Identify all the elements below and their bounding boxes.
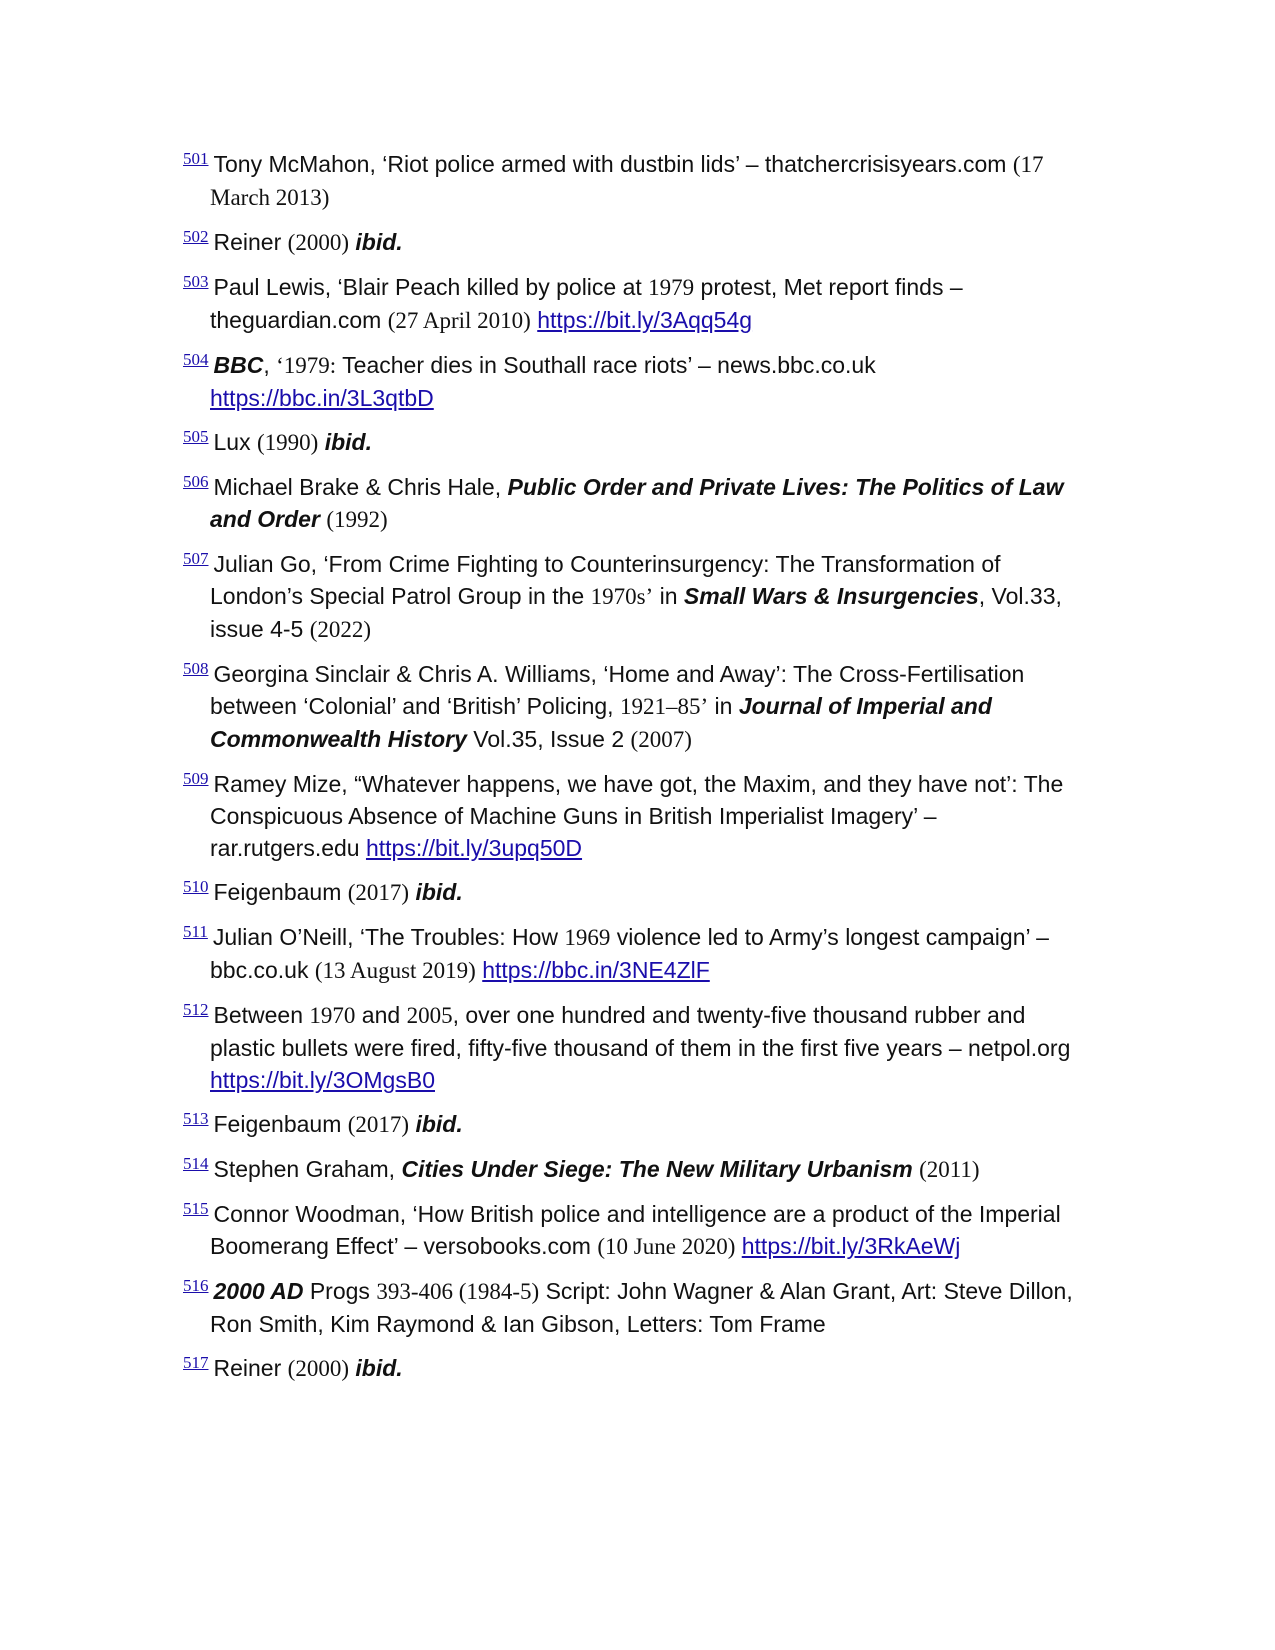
citation-text: ‘1979:: [276, 353, 337, 378]
citation-text: (2007): [630, 727, 692, 752]
footnote-508: [183, 658, 1085, 756]
citation-text: Julian O’Neill, ‘The Troubles: How: [212, 924, 565, 950]
citation-text: 1970s’: [590, 584, 654, 609]
citation-text: violence led to Army’s longest campaign’ – bbc.co.uk: [210, 924, 1049, 983]
citation-text: 1979: [648, 275, 695, 300]
citation-text: Feigenbaum: [213, 1111, 348, 1137]
citation-title: ibid.: [415, 1111, 463, 1137]
citation-text: , Vol.33, issue 4-5: [210, 583, 1062, 642]
citation-text: Lux: [213, 429, 257, 455]
footnote-504: [183, 349, 1085, 414]
citation-text: Georgina Sinclair & Chris A. Williams, ‘Home and Away’: The Cross-Fertilisation between ‘Colonial’ and ‘British’ Policing,: [210, 661, 1025, 719]
url-link[interactable]: https://bit.ly/3upq50D: [365, 835, 583, 861]
footnote-501: [183, 148, 1085, 214]
url-link[interactable]: https://bbc.in/3L3qtbD: [210, 385, 434, 411]
footnote-number-link[interactable]: 508: [183, 659, 209, 678]
citation-text: Reiner: [213, 1355, 288, 1381]
footnote-number-link[interactable]: 510: [183, 877, 209, 896]
citation-text: Stephen Graham,: [213, 1156, 402, 1182]
citation-title: Cities Under Siege: The New Military Urbanism: [401, 1156, 913, 1182]
citation-text: (1990): [256, 430, 319, 455]
citation-title: ibid.: [415, 879, 463, 905]
citation-text: 393-406 (1984-5): [376, 1279, 540, 1304]
footnote-number-link[interactable]: 503: [183, 272, 209, 291]
citation-text: Teacher dies in Southall race riots’ – news.bbc.co.uk: [336, 352, 876, 378]
citation-text: Michael Brake & Chris Hale,: [213, 474, 508, 500]
citation-text: and: [355, 1002, 407, 1028]
footnote-number-link[interactable]: 505: [183, 427, 209, 446]
footnote-507: [183, 548, 1085, 646]
citation-text: Feigenbaum: [213, 879, 348, 905]
url-link[interactable]: https://bit.ly/3RkAeWj: [741, 1233, 961, 1259]
citation-text: (1992): [326, 507, 388, 532]
footnote-number-link[interactable]: 502: [183, 227, 209, 246]
citation-text: (17 March 2013): [210, 152, 1044, 210]
url-link[interactable]: https://bbc.in/3NE4ZlF: [482, 957, 710, 983]
citation-title: Public Order and Private Lives: The Politics of Law and Order: [210, 474, 1064, 532]
citation-title: BBC: [213, 352, 264, 378]
citation-text: Reiner: [213, 229, 288, 255]
citation-text: Paul Lewis, ‘Blair Peach killed by police at: [213, 274, 649, 300]
citation-text: (2022): [309, 617, 372, 642]
citation-text: (2011): [919, 1157, 980, 1182]
citation-text: Tony McMahon, ‘Riot police armed with dustbin lids’ – thatchercrisisyears.com: [213, 151, 1013, 177]
url-link[interactable]: https://bit.ly/3OMgsB0: [210, 1067, 435, 1093]
citation-text: 2005: [406, 1003, 453, 1028]
footnote-number-link[interactable]: 517: [183, 1353, 209, 1372]
citation-title: ibid.: [324, 429, 372, 455]
footnote-510: [183, 876, 1085, 909]
footnote-number-link[interactable]: 512: [183, 1000, 209, 1019]
footnote-511: [183, 921, 1085, 987]
footnote-number-link[interactable]: 516: [183, 1276, 209, 1295]
citation-text: Ramey Mize, “Whatever happens, we have got, the Maxim, and they have not’: The Conspicuous Absence of Machine Guns in British Imperialist Imagery’ – rar.rutgers.edu: [210, 771, 1064, 861]
citation-text: (10 June 2020): [597, 1234, 736, 1259]
footnote-513: [183, 1108, 1085, 1141]
citation-text: (2017): [347, 1112, 410, 1137]
citation-title: 2000 AD: [213, 1278, 304, 1304]
citation-title: Small Wars & Insurgencies: [683, 583, 979, 609]
citation-text: (2000): [287, 230, 349, 255]
footnote-number-link[interactable]: 513: [183, 1109, 209, 1128]
footnote-number-link[interactable]: 511: [183, 922, 208, 941]
citation-title: ibid.: [355, 229, 403, 255]
footnote-number-link[interactable]: 515: [183, 1199, 209, 1218]
footnote-503: [183, 271, 1085, 337]
citation-text: (13 August 2019): [314, 958, 476, 983]
citation-text: Julian Go, ‘From Crime Fighting to Counterinsurgency: The Transformation of London’s Special Patrol Group in the: [210, 551, 1001, 609]
citation-text: (2017): [347, 880, 410, 905]
footnote-number-link[interactable]: 507: [183, 549, 209, 568]
citation-text: Connor Woodman, ‘How British police and intelligence are a product of the Imperial Boomerang Effect’ – versobooks.com: [210, 1201, 1061, 1259]
citation-text: ,: [263, 352, 277, 378]
citation-text: (2000): [287, 1356, 349, 1381]
footnote-509: [183, 768, 1085, 864]
footnote-506: [183, 471, 1085, 536]
citation-text: 1969: [564, 925, 611, 950]
citation-text: Vol.35, Issue 2: [466, 726, 631, 752]
citation-title: Journal of Imperial and Commonwealth History: [210, 693, 992, 752]
footnote-number-link[interactable]: 506: [183, 472, 209, 491]
citation-title: ibid.: [355, 1355, 403, 1381]
footnote-512: [183, 999, 1085, 1096]
footnote-number-link[interactable]: 509: [183, 769, 209, 788]
citation-text: Script: John Wagner & Alan Grant, Art: Steve Dillon, Ron Smith, Kim Raymond & Ian Gibson, Letters: Tom Frame: [210, 1278, 1073, 1337]
footnote-list: [183, 148, 1085, 1385]
citation-text: protest, Met report finds – theguardian.com: [210, 274, 963, 333]
citation-text: (27 April 2010): [387, 308, 531, 333]
footnote-514: [183, 1153, 1085, 1186]
footnote-number-link[interactable]: 501: [183, 149, 209, 168]
citation-text: Between: [213, 1002, 310, 1028]
citation-text: Progs: [303, 1278, 377, 1304]
footnote-515: [183, 1198, 1085, 1263]
footnote-number-link[interactable]: 514: [183, 1154, 209, 1173]
footnote-number-link[interactable]: 504: [183, 350, 209, 369]
citation-text: 1921–85’: [619, 694, 709, 719]
footnote-516: [183, 1275, 1085, 1340]
citation-text: in: [653, 583, 684, 609]
footnote-502: [183, 226, 1085, 259]
footnote-505: [183, 426, 1085, 459]
citation-text: 1970: [309, 1003, 356, 1028]
citation-text: in: [708, 693, 739, 719]
footnote-517: [183, 1352, 1085, 1385]
url-link[interactable]: https://bit.ly/3Aqq54g: [537, 307, 753, 333]
citation-text: , over one hundred and twenty-five thousand rubber and plastic bullets were fired, fifty-five thousand of them in the first five years – netpol.org: [210, 1002, 1071, 1061]
